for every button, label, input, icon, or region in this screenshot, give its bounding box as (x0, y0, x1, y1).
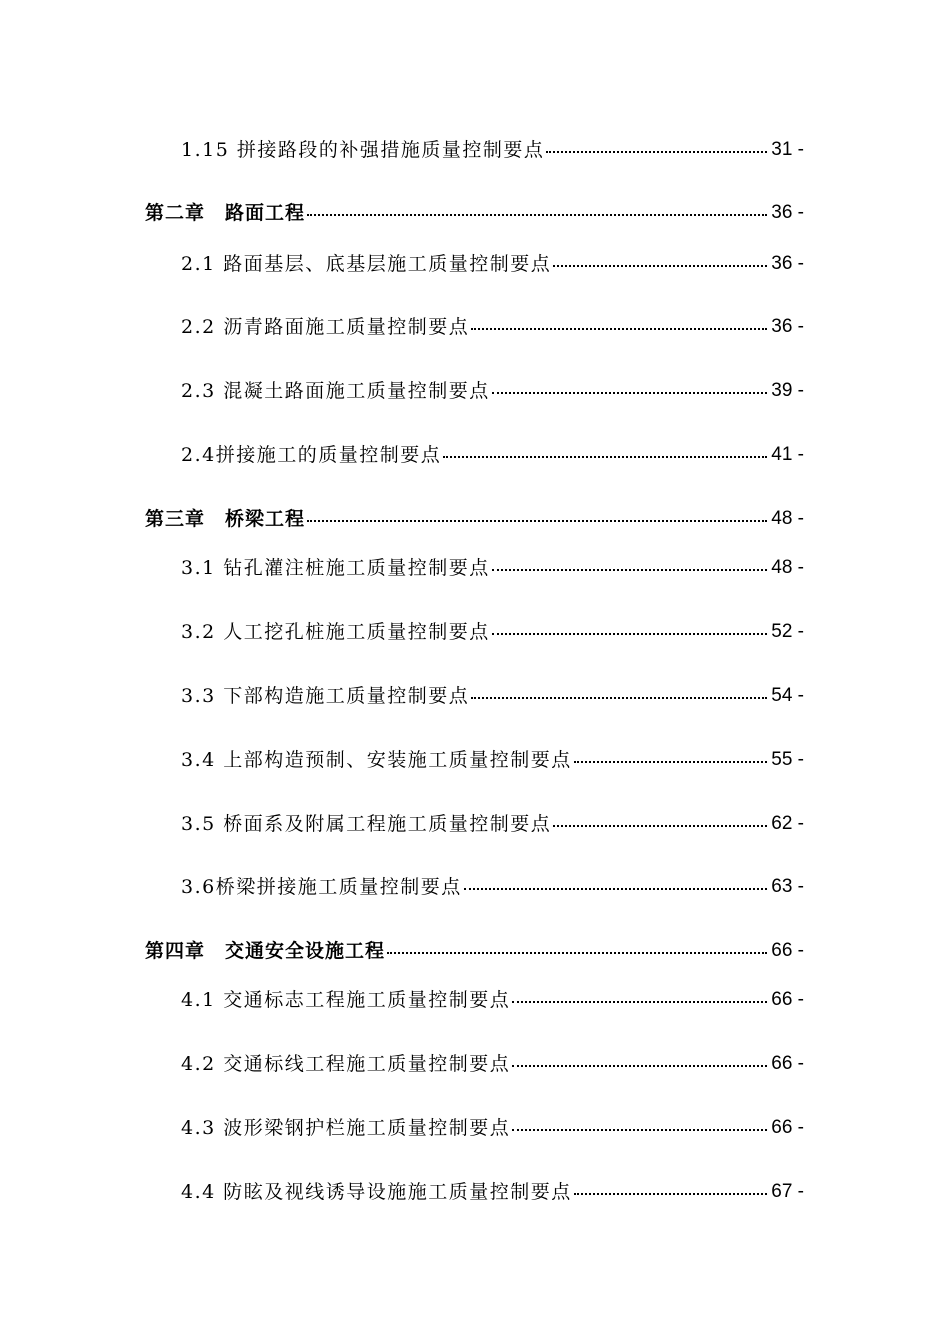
toc-page-number: 63 - (771, 876, 804, 897)
toc-entry-3-2[interactable] (0, 618, 950, 646)
toc-entry-chapter-3[interactable] (0, 505, 950, 533)
toc-entry-4-3[interactable] (0, 1114, 950, 1142)
toc-entry-title: 2.3 混凝土路面施工质量控制要点 (181, 380, 490, 402)
toc-page-number: 36 - (771, 202, 804, 223)
toc-entry-title: 3.2 人工挖孔桩施工质量控制要点 (181, 621, 490, 643)
toc-dot-leader (443, 456, 767, 458)
toc-entry-4-1[interactable] (0, 986, 950, 1014)
toc-entry-3-5[interactable] (0, 810, 950, 838)
toc-entry-4-4[interactable] (0, 1178, 950, 1206)
toc-page-number: 66 - (771, 989, 804, 1010)
toc-entry-title: 2.4拼接施工的质量控制要点 (181, 444, 442, 466)
toc-entry-title: 3.3 下部构造施工质量控制要点 (181, 685, 470, 707)
toc-page-number: 66 - (771, 1117, 804, 1138)
toc-dot-leader (307, 520, 767, 522)
toc-page-number: 55 - (771, 749, 804, 770)
toc-dot-leader (492, 569, 767, 571)
toc-dot-leader (574, 1193, 767, 1195)
toc-page-number: 66 - (771, 1053, 804, 1074)
toc-entry-title: 2.1 路面基层、底基层施工质量控制要点 (181, 253, 552, 275)
toc-dot-leader (512, 1065, 767, 1067)
toc-page-number: 39 - (771, 380, 804, 401)
toc-page-number: 54 - (771, 685, 804, 706)
toc-entry-title: 1.15 拼接路段的补强措施质量控制要点 (181, 139, 545, 161)
toc-page-number: 48 - (771, 508, 804, 529)
toc-page-number: 67 - (771, 1181, 804, 1202)
toc-entry-2-2[interactable] (0, 313, 950, 341)
toc-chapter-title: 第三章 桥梁工程 (145, 508, 306, 530)
toc-page-number: 62 - (771, 813, 804, 834)
toc-dot-leader (553, 825, 767, 827)
toc-entry-title: 4.4 防眩及视线诱导设施施工质量控制要点 (181, 1181, 572, 1203)
toc-entry-title: 4.1 交通标志工程施工质量控制要点 (181, 989, 511, 1011)
toc-page-number: 66 - (771, 940, 804, 961)
toc-entry-title: 3.1 钻孔灌注桩施工质量控制要点 (181, 557, 490, 579)
toc-entry-title: 3.4 上部构造预制、安装施工质量控制要点 (181, 749, 572, 771)
toc-dot-leader (387, 952, 767, 954)
toc-dot-leader (512, 1129, 767, 1131)
toc-page-number: 36 - (771, 316, 804, 337)
toc-entry-chapter-2[interactable] (0, 199, 950, 227)
toc-page-number: 31 - (771, 139, 804, 160)
toc-chapter-title: 第二章 路面工程 (145, 202, 306, 224)
toc-dot-leader (471, 328, 767, 330)
toc-dot-leader (471, 697, 767, 699)
toc-dot-leader (307, 214, 767, 216)
toc-entry-3-3[interactable] (0, 682, 950, 710)
toc-chapter-title: 第四章 交通安全设施工程 (145, 940, 386, 962)
toc-dot-leader (546, 151, 767, 153)
toc-entry-title: 3.6桥梁拼接施工质量控制要点 (181, 876, 462, 898)
toc-entry-1-15[interactable] (0, 136, 950, 164)
toc-entry-3-4[interactable] (0, 746, 950, 774)
toc-page-number: 52 - (771, 621, 804, 642)
toc-entry-4-2[interactable] (0, 1050, 950, 1078)
toc-dot-leader (574, 761, 767, 763)
toc-dot-leader (464, 888, 768, 890)
toc-dot-leader (512, 1001, 767, 1003)
toc-entry-title: 4.2 交通标线工程施工质量控制要点 (181, 1053, 511, 1075)
toc-entry-title: 2.2 沥青路面施工质量控制要点 (181, 316, 470, 338)
toc-page-number: 48 - (771, 557, 804, 578)
toc-page-number: 41 - (771, 444, 804, 465)
toc-entry-2-4[interactable] (0, 441, 950, 469)
toc-entry-chapter-4[interactable] (0, 937, 950, 965)
toc-dot-leader (553, 265, 767, 267)
toc-dot-leader (492, 633, 767, 635)
toc-dot-leader (492, 392, 767, 394)
toc-entry-3-6[interactable] (0, 873, 950, 901)
toc-entry-2-3[interactable] (0, 377, 950, 405)
toc-entry-title: 4.3 波形梁钢护栏施工质量控制要点 (181, 1117, 511, 1139)
toc-entry-3-1[interactable] (0, 554, 950, 582)
toc-page-number: 36 - (771, 253, 804, 274)
toc-entry-title: 3.5 桥面系及附属工程施工质量控制要点 (181, 813, 552, 835)
toc-entry-2-1[interactable] (0, 250, 950, 278)
